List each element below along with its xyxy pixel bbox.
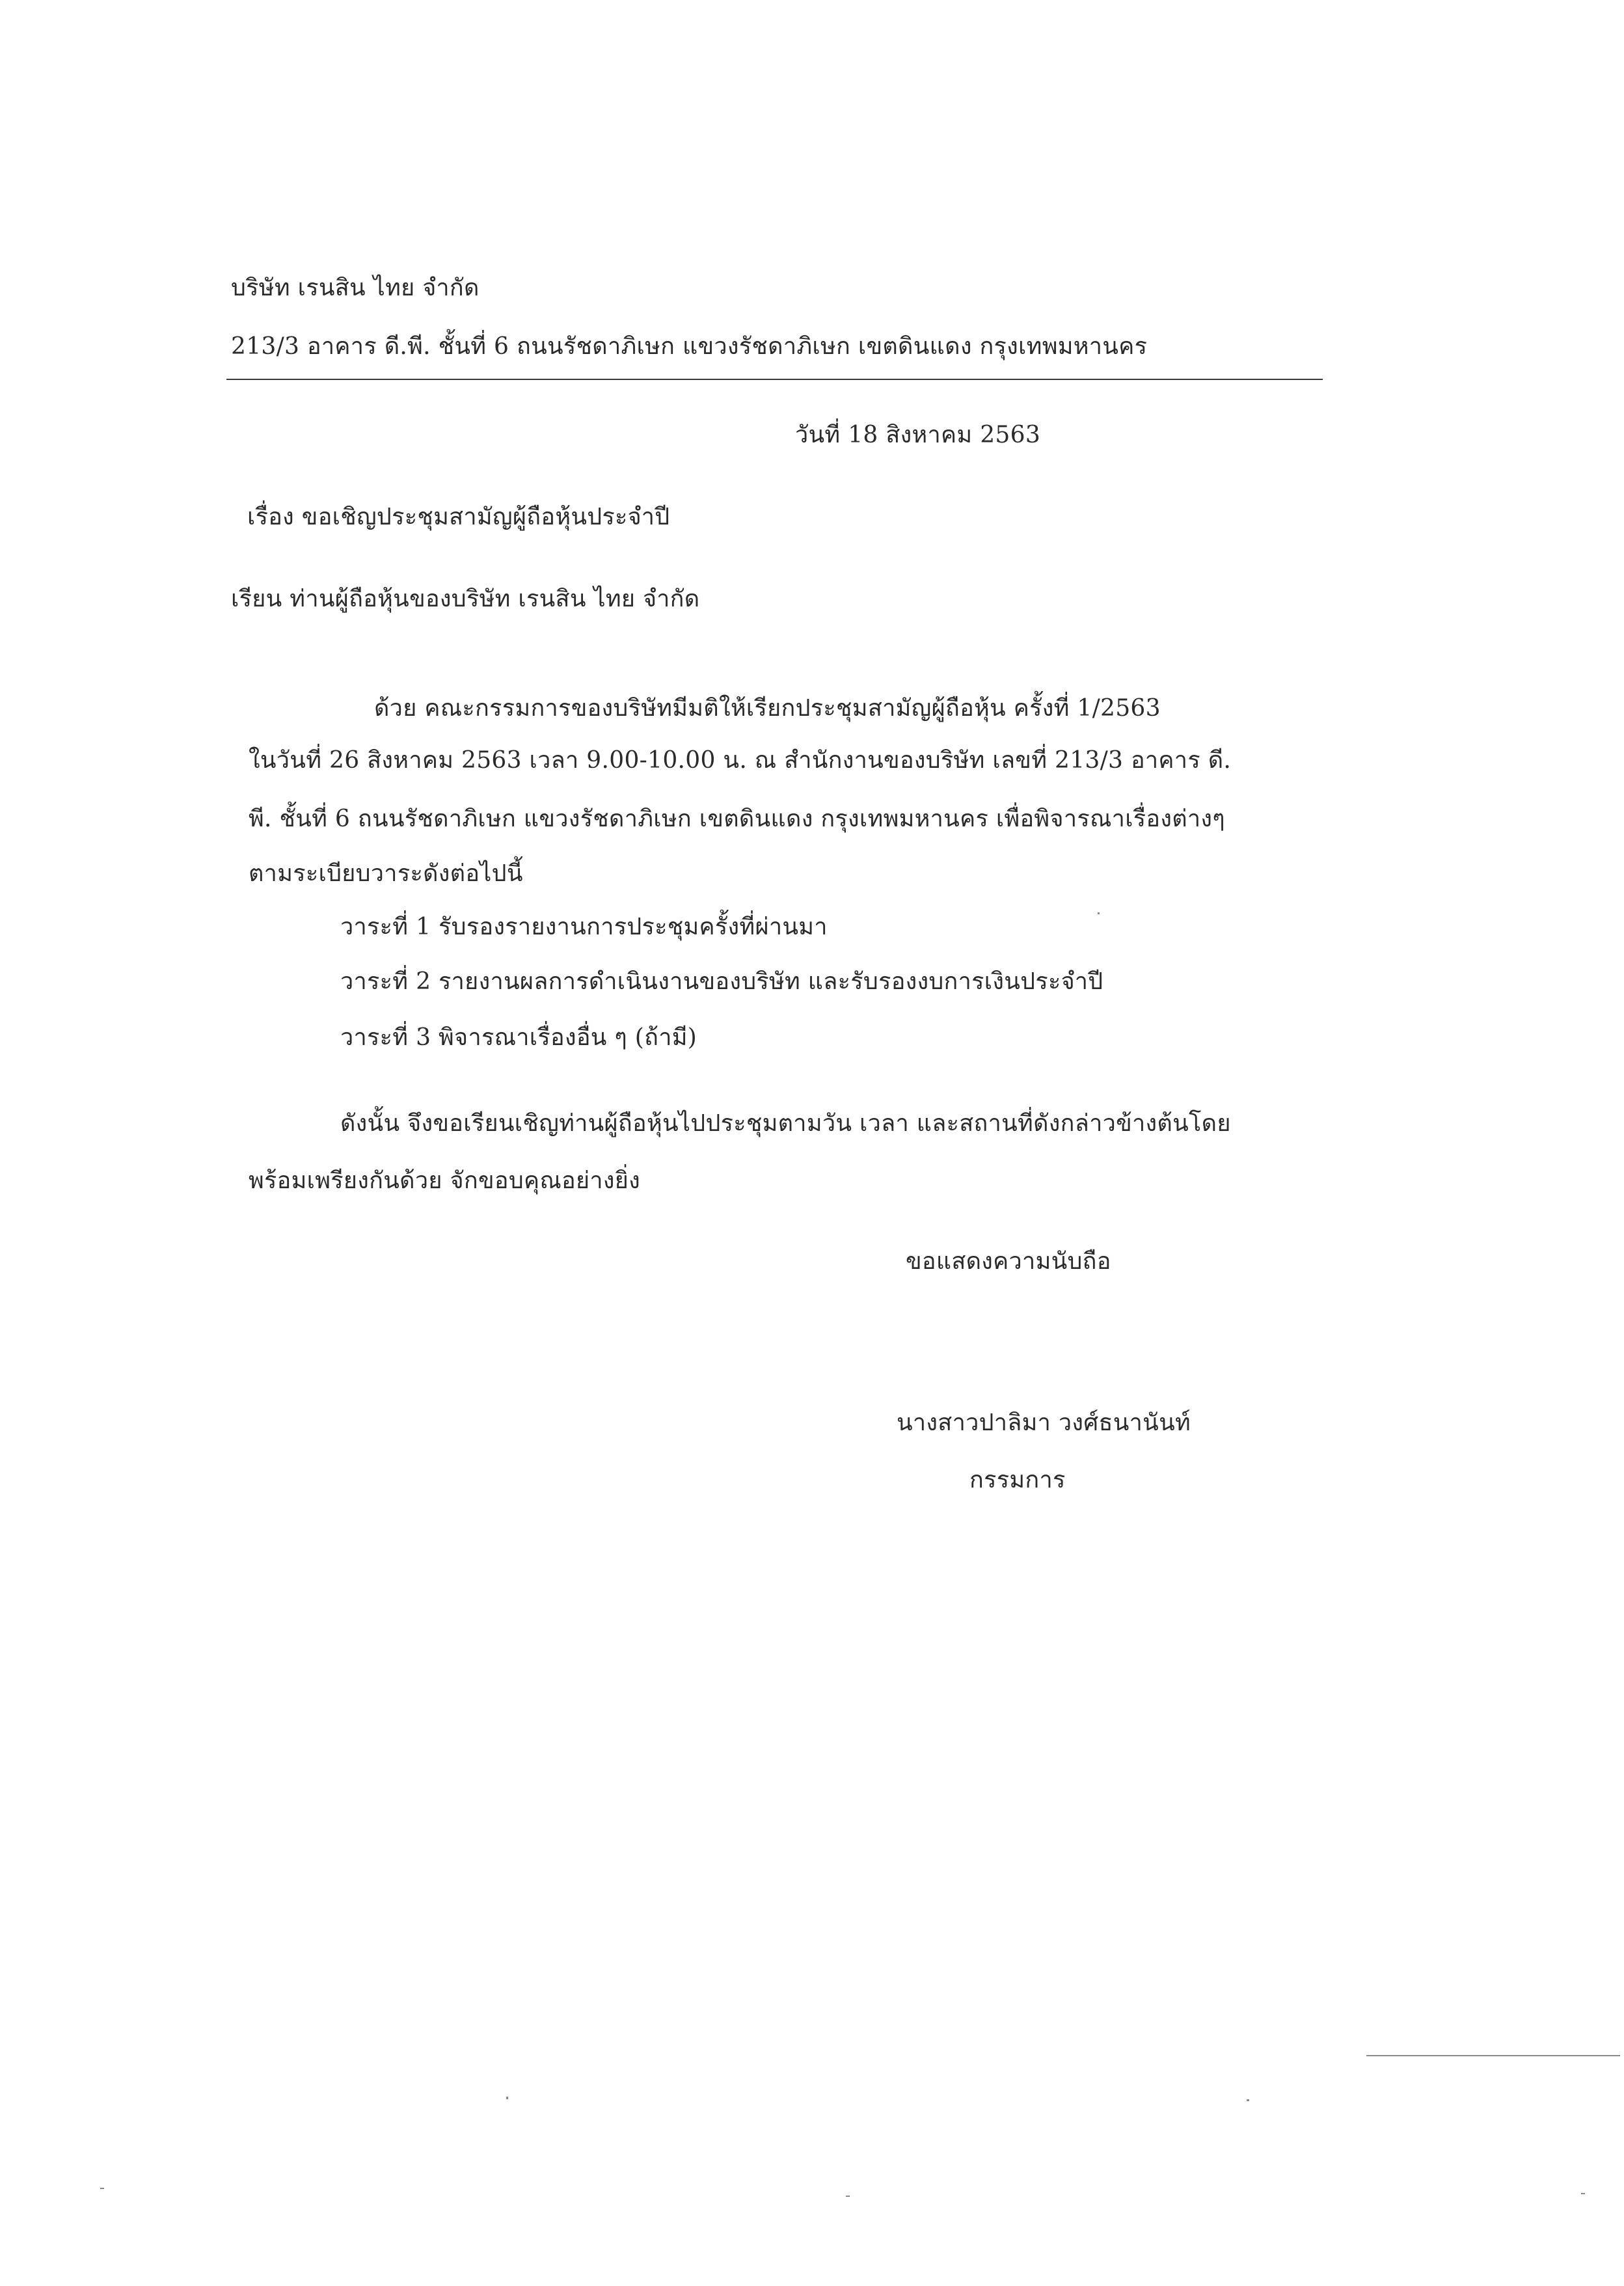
body-paragraph-1-line: ในวันที่ 26 สิงหาคม 2563 เวลา 9.00-10.00 น. ณ สำนักงานของบริษัท เลขที่ 213/3 อาคาร ดี. bbox=[249, 747, 1232, 774]
body-paragraph-1-line: พี. ชั้นที่ 6 ถนนรัชดาภิเษก แขวงรัชดาภิเษก เขตดินแดง กรุงเทพมหานคร เพื่อพิจารณาเรื่องต่างๆ bbox=[249, 806, 1225, 832]
letter-recipient: เรียน ท่านผู้ถือหุ้นของบริษัท เรนสิน ไทย จำกัด bbox=[231, 586, 700, 612]
company-name: บริษัท เรนสิน ไทย จำกัด bbox=[231, 275, 480, 301]
scan-artifact-dot bbox=[1247, 2099, 1249, 2101]
letter-subject: เรื่อง ขอเชิญประชุมสามัญผู้ถือหุ้นประจำปี bbox=[247, 504, 670, 530]
scan-artifact-dot bbox=[846, 2196, 850, 2197]
scan-artifact-dot bbox=[506, 2097, 508, 2099]
agenda-item: วาระที่ 1 รับรองรายงานการประชุมครั้งที่ผ่านมา bbox=[340, 914, 828, 940]
scan-artifact-dot bbox=[100, 2188, 104, 2189]
closing-salutation: ขอแสดงความนับถือ bbox=[906, 1248, 1111, 1275]
body-paragraph-1-line: ด้วย คณะกรรมการของบริษัทมีมติให้เรียกประชุมสามัญผู้ถือหุ้น ครั้งที่ 1/2563 bbox=[374, 695, 1161, 722]
signatory-title: กรรมการ bbox=[969, 1467, 1066, 1493]
agenda-item: วาระที่ 2 รายงานผลการดำเนินงานของบริษัท และรับรองงบการเงินประจำปี bbox=[340, 968, 1103, 995]
letterhead-divider bbox=[226, 379, 1323, 380]
body-paragraph-2-line: พร้อมเพรียงกันด้วย จักขอบคุณอย่างยิ่ง bbox=[249, 1167, 641, 1194]
signatory-name: นางสาวปาลิมา วงศ์ธนานันท์ bbox=[897, 1409, 1191, 1436]
body-paragraph-1-line: ตามระเบียบวาระดังต่อไปนี้ bbox=[249, 860, 523, 887]
scan-artifact-dot bbox=[1098, 912, 1100, 914]
company-address: 213/3 อาคาร ดี.พี. ชั้นที่ 6 ถนนรัชดาภิเษก แขวงรัชดาภิเษก เขตดินแดง กรุงเทพมหานคร bbox=[231, 333, 1148, 360]
scan-artifact-dot bbox=[1581, 2193, 1585, 2194]
letter-date: วันที่ 18 สิงหาคม 2563 bbox=[795, 422, 1041, 448]
scan-artifact-line bbox=[1366, 2055, 1620, 2056]
body-paragraph-2-line: ดังนั้น จึงขอเรียนเชิญท่านผู้ถือหุ้นไปประชุมตามวัน เวลา และสถานที่ดังกล่าวข้างต้นโดย bbox=[340, 1110, 1231, 1137]
agenda-item: วาระที่ 3 พิจารณาเรื่องอื่น ๆ (ถ้ามี) bbox=[340, 1024, 697, 1051]
